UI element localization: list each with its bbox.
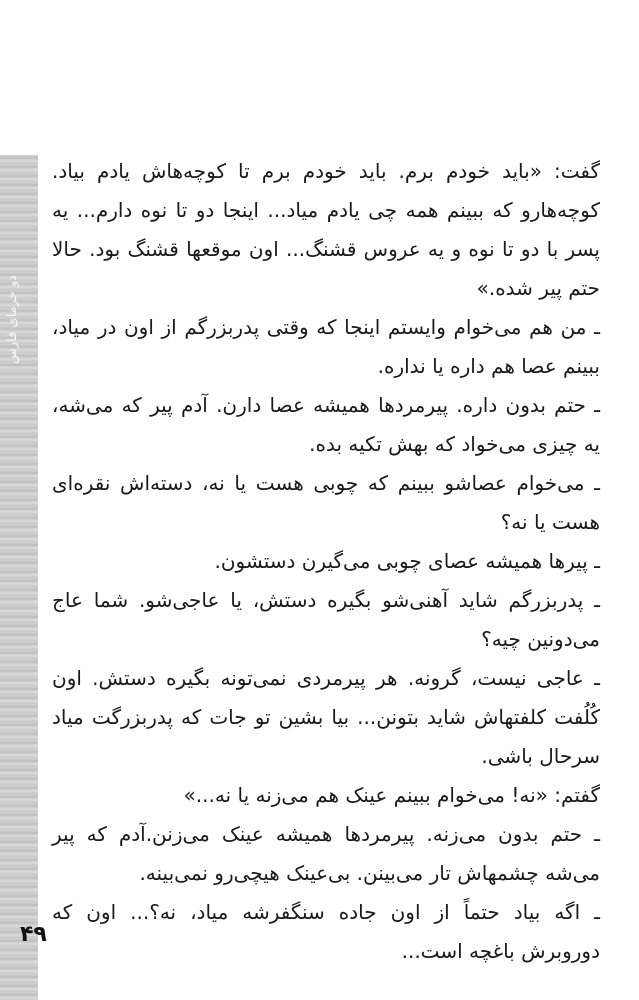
paragraph-3: ـ حتم بدون داره. پیرمردها همیشه عصا دارن. آدم پیر که می‌شه، یه چیزی می‌خواد که بهش تکیه بده. <box>52 393 600 456</box>
paragraph-4: ـ می‌خوام عصاشو ببینم که چوبی هست یا نه، دسته‌اش نقره‌ای هست یا نه؟ <box>52 471 600 534</box>
page-edge-strip <box>0 155 38 1000</box>
side-watermark: دو خرمای فارس <box>5 275 20 364</box>
paragraph-8: گفتم: «نه! می‌خوام ببینم عینک هم می‌زنه یا نه...» <box>183 783 600 807</box>
paragraph-7: ـ عاجی نیست، گرونه. هر پیرمردی نمی‌تونه بگیره دستش. اون کُلُفت کلفتهاش شاید بتونن... بیا بشین تو جات که پدربزرگت میاد سرحال باشی. <box>52 666 600 768</box>
paragraph-6: ـ پدربزرگم شاید آهنی‌شو بگیره دستش، یا عاجی‌شو. شما عاج می‌دونین چیه؟ <box>52 588 600 651</box>
paragraph-1: گفت: «باید خودم برم. باید خودم برم تا کوچه‌هاش یادم بیاد. کوچه‌هارو که ببینم همه چی یادم میاد... اینجا دو تا نوه دارم... یه پسر با دو تا نوه و یه عروس قشنگ... اون موقعها قشنگ بود. حالا حتم پیر شده.» <box>52 159 600 300</box>
page-number: ۴۹ <box>20 922 47 947</box>
paragraph-9: ـ حتم بدون می‌زنه. پیرمردها همیشه عینک می‌زنن.آدم که پیر می‌شه چشمهاش تار می‌بینن. بی‌عینک هیچی‌رو نمی‌بینه. <box>52 822 600 885</box>
book-text <box>52 152 600 971</box>
paragraph-2: ـ من هم می‌خوام وایستم اینجا که وقتی پدربزرگم از اون در میاد، ببینم عصا هم داره یا نداره. <box>52 315 600 378</box>
paragraph-5: ـ پیرها همیشه عصای چوبی می‌گیرن دستشون. <box>214 549 600 573</box>
paragraph-10: ـ اگه بیاد حتماً از اون جاده سنگفرشه میاد، نه؟... اون که دوروبرش باغچه است... <box>52 900 600 963</box>
